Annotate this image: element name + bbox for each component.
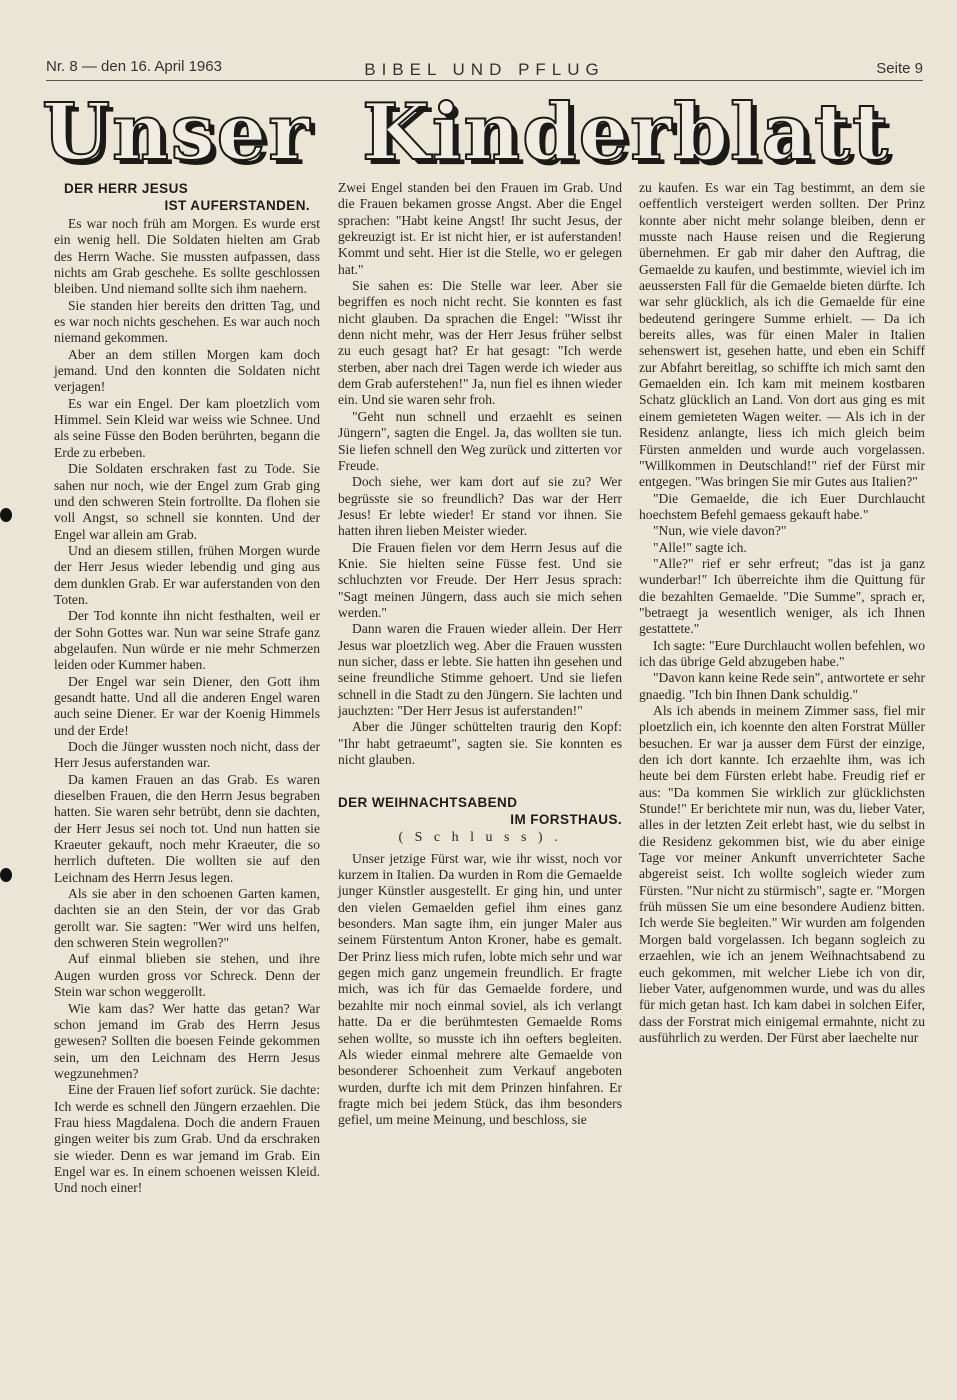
story2-headline-line1: DER WEIHNACHTSABEND	[338, 795, 518, 811]
paragraph: Der Engel war sein Diener, den Gott ihm gesandt hatte. Und all die anderen Engel waren auch seine Diener. Er war der Koenig Himmels und der Erde!	[54, 673, 320, 738]
paragraph: Sie standen hier bereits den dritten Tag, und es war noch nichts geschehen. Es war auch noch niemand gekommen.	[54, 297, 320, 346]
paragraph: Da kamen Frauen an das Grab. Es waren dieselben Frauen, die den Herrn Jesus begraben hatten. Sie waren sehr betrübt, denn sie dachten, der Herr Jesus sei noch tot. Und nun hatten sie Kraeuter gekauft, noch mehr Kraeuter, die so herrlich dufteten. Die wollten sie auf den Leichnam des Herrn Jesus legen.	[54, 771, 320, 885]
story1-headline-line1: DER HERR JESUS	[64, 181, 189, 196]
header-rule	[46, 80, 923, 81]
paragraph: Aber an dem stillen Morgen kam doch jemand. Und den konnten die Soldaten nicht verjagen!	[54, 346, 320, 395]
story2-body	[338, 851, 622, 1129]
paragraph: Sie sahen es: Die Stelle war leer. Aber sie begriffen es noch nicht recht. Sie konnten es fast nicht glauben. Da sprachen die Engel: "Wisst ihr denn nicht mehr, was der Herr Jesus früher selbst zu euch gesagt hat? Er hat gesagt: "Ich werde sterben, aber nach drei Tagen werde ich wieder aus dem Grab auferstehen!" Ja, nun fiel es ihnen wieder ein. Und sie waren sehr froh.	[338, 278, 622, 408]
paragraph: Doch siehe, wer kam dort auf sie zu? Wer begrüsste sie so freundlich? Das war der Herr Jesus! Er lebte wieder! Er stand vor ihnen. Sie hatten ihren lieben Meister wieder.	[338, 474, 622, 539]
paragraph: Zwei Engel standen bei den Frauen im Grab. Und die Frauen bekamen grosse Angst. Aber die Engel sprachen: "Habt keine Angst! Ihr sucht Jesus, der gekreuzigt ist. Er ist nicht hier, er ist auferstanden! Kommt und seht. Hier ist die Stelle, wo er gelegen hat."	[338, 180, 622, 277]
masthead-word-1: Unser	[42, 87, 312, 178]
page-header	[46, 58, 923, 84]
paragraph: Die Soldaten erschraken fast zu Tode. Sie sahen nur noch, wie der Engel zum Grab ging und den schweren Stein fortrollte. Da flohen sie voll Angst, so schnell sie konnten. Und der Engel war allein am Grab.	[54, 461, 320, 542]
paragraph: Auf einmal blieben sie stehen, und ihre Augen wurden gross vor Schreck. Denn der Stein war schon weggerollt.	[54, 951, 320, 1000]
column-3	[639, 180, 925, 1046]
paragraph: "Alle!" sagte ich.	[653, 539, 747, 555]
punch-hole	[0, 868, 12, 882]
story1-continued-body	[338, 180, 622, 768]
story2-headline-line2: IM FORSTHAUS.	[510, 812, 622, 828]
paragraph: Dann waren die Frauen wieder allein. Der Herr Jesus war ploetzlich weg. Aber die Frauen wussten nun sicher, dass er lebte. Sie hatten ihn gesehen und seine freundliche Stimme gehoert. Und sie liefen schnell in die Stadt zu den Jüngern. Sie lachten und jauchzten: "Der Herr Jesus ist auferstanden!"	[338, 621, 622, 718]
paragraph: Und an diesem stillen, frühen Morgen wurde der Herr Jesus wieder lebendig und ging aus dem dunklen Grab. Er war auferstanden von den Toten.	[54, 542, 320, 607]
column-1	[54, 180, 320, 1197]
paragraph: Aber die Jünger schüttelten traurig den Kopf: "Ihr habt getraeumt", sagten sie. Sie konnten es nicht glauben.	[338, 719, 622, 768]
paragraph: "Die Gemaelde, die ich Euer Durchlaucht hoechstem Befehl gemaess gekauft habe."	[639, 490, 925, 522]
page-number: Seite 9	[876, 60, 923, 77]
paragraph: Es war noch früh am Morgen. Es wurde erst ein wenig hell. Die Soldaten hielten am Grab des Herrn Wache. Sie mussten aufpassen, dass nichts am Grab geschehe. Es sollte geschlossen bleiben. Und niemand sollte sich ihm naehern.	[54, 216, 320, 297]
masthead-word-2: Kinderblatt	[362, 87, 891, 178]
story1-body	[54, 216, 320, 1197]
paragraph: "Nun, wie viele davon?"	[653, 523, 787, 539]
paragraph: "Geht nun schnell und erzaehlt es seinen Jüngern", sagten die Engel. Ja, das wollten sie tun. Sie liefen schnell den Weg zurück und zitterten vor Freude.	[338, 408, 622, 473]
paragraph: Es war ein Engel. Der kam ploetzlich vom Himmel. Sein Kleid war weiss wie Schnee. Und als seine Füsse den Boden berührten, begann die Erde zu erbeben.	[54, 395, 320, 460]
issue-date: Nr. 8 — den 16. April 1963	[46, 58, 222, 75]
column-2	[338, 180, 622, 1129]
paragraph: Eine der Frauen lief sofort zurück. Sie dachte: Ich werde es schnell den Jüngern erzaehlen. Die Frau hiess Magdalena. Doch die andern Frauen gingen weiter bis zum Grab. Und da erschraken sie wieder. Denn es war jemand im Grab. Ein Engel war es. In einem schoenen weissen Kleid. Und noch einer!	[54, 1082, 320, 1196]
paragraph: Als sie aber in den schoenen Garten kamen, dachten sie an den Stein, der vor das Grab gerollt war. Sie sagten: "Wer wird uns helfen, den schweren Stein wegrollen?"	[54, 886, 320, 951]
paragraph: Der Tod konnte ihn nicht festhalten, weil er der Sohn Gottes war. Nun war seine Strafe ganz abgelaufen. Nun würde er nie mehr Schmerzen leiden oder Kummer haben.	[54, 608, 320, 673]
story1-headline-line2: IST AUFERSTANDEN.	[164, 198, 310, 213]
paragraph: Ich sagte: "Eure Durchlaucht wollen befehlen, wo ich das übrige Geld abzugeben habe."	[639, 637, 925, 669]
paragraph: Als ich abends in meinem Zimmer sass, fiel mir ploetzlich ein, ich koennte den alten Forstrat Müller besuchen. Er war ja ausser dem Fürst der einzige, den ich dort kannte. Ich erzaehlte ihm, was ich heute bei dem Fürsten erlebt habe. Freudig rief er aus: "Da kommen Sie wirklich zur glücklichsten Stunde!" Er berichtete mir nun, was du, lieber Vater, alles in der letzten Zeit erlebt hast, wie du selbst in die Residenz gekommen bist, wie du aber einige Tage vor meiner Ankunft unverrichteter Sache abgereist seist. Ich wollte sogleich wieder zum Fürsten. "Nur nicht zu stürmisch", sagte er. "Morgen früh müssen Sie um eine besondere Audienz bitten. Ich werde Sie begleiten." Wir wurden am folgenden Morgen bald vorgelassen. Ich begann sogleich zu erzaehlen, wie ich an jenem Weihnachtsabend zu euch gekommen, mit welcher Liebe ich von dir, lieber Vater, aufgenommen wurde, und was du alles für mich getan hast. Ich kam dabei in solchen Eifer, dass der Forstrat mich einigemal ermahnte, nicht zu ausführlich zu werden. Der Fürst aber laechelte nur	[639, 703, 925, 1045]
story2-continued-body	[639, 180, 925, 1046]
paragraph: Doch die Jünger wussten noch nicht, dass der Herr Jesus auferstanden war.	[54, 739, 320, 771]
paragraph: Wie kam das? Wer hatte das getan? War schon jemand im Grab des Herrn Jesus gewesen? Sollten die boesen Feinde gekommen sein, um den Leichnam des Herrn Jesus wegzunehmen?	[54, 1000, 320, 1081]
punch-hole	[0, 508, 12, 522]
masthead	[36, 87, 921, 178]
paragraph: Die Frauen fielen vor dem Herrn Jesus auf die Knie. Sie hielten seine Füsse fest. Und sie schluchzten vor Freude. Der Herr Jesus sprach: "Sagt meinen Jüngern, dass auch sie mich sehen werden."	[338, 539, 622, 620]
paragraph: zu kaufen. Es war ein Tag bestimmt, an dem sie oeffentlich versteigert werden sollten. Der Prinz konnte aber nicht mehr solange bleiben, denn er musste nach Hause reisen und die Regierung übernehmen. Er gab mir daher den Auftrag, die Gemaelde zu kaufen, und bestimmte, wieviel ich im aeussersten Fall für die Gemaelde bieten dürfte. Ich war sehr glücklich, als ich die Gemaelde für eine bedeutend geringere Summe erhielt. — Da ich bereits alles, was für einen Maler in Italien sehenswert ist, gesehen hatte, und eben ein Schiff zur Abfahrt bereitlag, so schiffte ich mich samt den Gemaelden ein. Ich kam mit meinem kostbaren Schatz glücklich an Land. Von dort aus ging es mit einem gemieteten Wagen weiter. — Als ich in der Residenz anlangte, liess ich mich gleich beim Fürsten anmelden und wurde auch vorgelassen. "Willkommen in Deutschland!" rief der Fürst mir entgegen. "Was bringen Sie mir Gutes aus Italien?"	[639, 180, 925, 490]
paragraph: "Alle?" rief er sehr erfreut; "das ist ja ganz wunderbar!" Ich überreichte ihm die Quittung für die bezahlten Gemaelde. "Die Summe", sprach er, "betraegt ja wesentlich weniger, als ich Ihnen gestattete."	[639, 555, 925, 637]
paragraph: "Davon kann keine Rede sein", antwortete er sehr gnaedig. "Ich bin Ihnen Dank schuldig."	[639, 670, 925, 702]
story2-subtitle: ( S c h l u s s ) .	[398, 830, 562, 846]
publication-title: BIBEL UND PFLUG	[364, 60, 605, 79]
paragraph: Unser jetzige Fürst war, wie ihr wisst, noch vor kurzem in Italien. Da wurden in Rom die Gemaelde junger Künstler ausgestellt. Er ging hin, und unter den vielen Gemaelden gefiel ihm eines ganz besonders. Man sagte ihm, ein junger Maler aus seinem Fürstentum Anton Kroner, habe es gemalt. Der Prinz liess mich rufen, lobte mich sehr und war gegen mich ganz ungemein freundlich. Er fragte mich, was ich für das Gemaelde fordere, und bezahlte mir noch einmal soviel, als ich verlangt hatte. Da er die berühmtesten Gemaelde Roms sehen wollte, so musste ich ihn oefters begleiten. Als wieder einmal mehrere alte Gemaelde von besonderer Schoenheit zum Verkauf angeboten wurden, durfte ich mit dem Prinzen hinfahren. Er fragte mich bei jedem Stück, das ihm besonders gefiel, um meine Meinung, und beschloss, sie	[338, 850, 622, 1128]
